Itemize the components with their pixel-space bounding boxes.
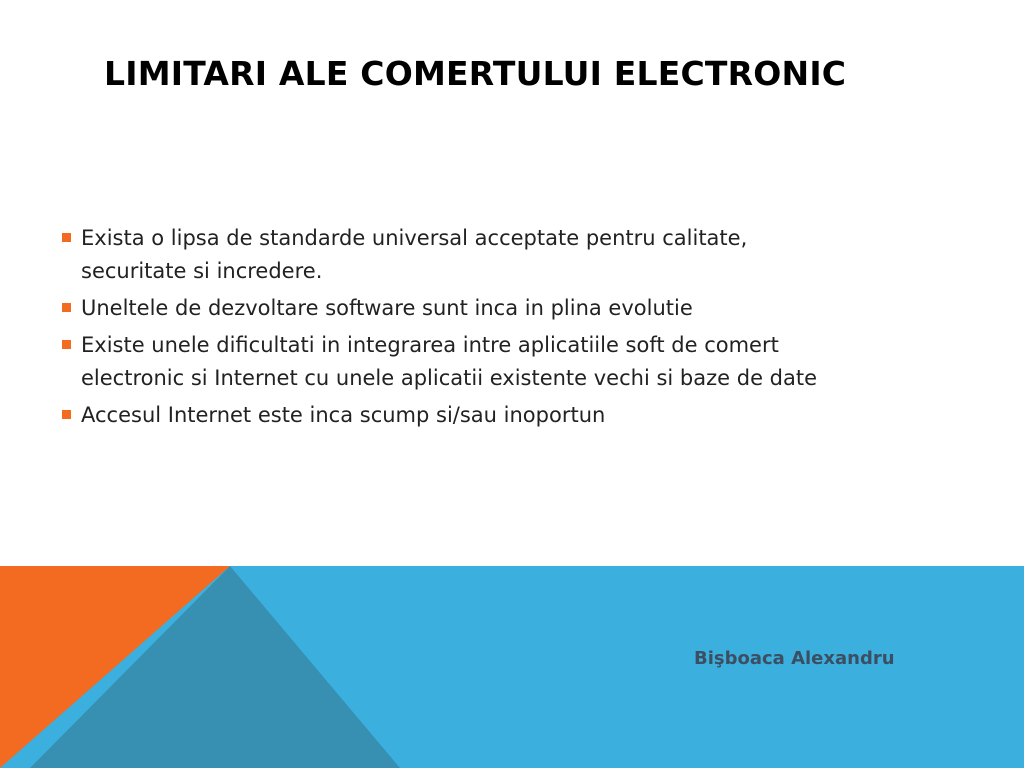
bullet-text-line: securitate si incredere. — [81, 259, 323, 283]
bullet-item — [62, 329, 962, 395]
square-bullet-icon — [62, 340, 71, 349]
author-name: Bişboaca Alexandru — [694, 648, 895, 669]
bullet-text-line: Accesul Internet este inca scump si/sau inoportun — [81, 403, 606, 427]
square-bullet-icon — [62, 303, 71, 312]
bullet-text-line: Exista o lipsa de standarde universal acceptate pentru calitate, — [81, 226, 748, 250]
bullet-text-line: electronic si Internet cu unele aplicatii existente vechi si baze de date — [81, 366, 818, 390]
square-bullet-icon — [62, 233, 71, 242]
bullet-item — [62, 222, 962, 288]
slide-title: LIMITARI ALE COMERTULUI ELECTRONIC — [104, 54, 847, 93]
square-bullet-icon — [62, 410, 71, 419]
bullet-list — [62, 222, 962, 436]
bullet-item — [62, 399, 962, 432]
bullet-text-line: Uneltele de dezvoltare software sunt inca in plina evolutie — [81, 296, 693, 320]
bullet-text-line: Existe unele dificultati in integrarea intre aplicatiile soft de comert — [81, 333, 779, 357]
bullet-item — [62, 292, 962, 325]
